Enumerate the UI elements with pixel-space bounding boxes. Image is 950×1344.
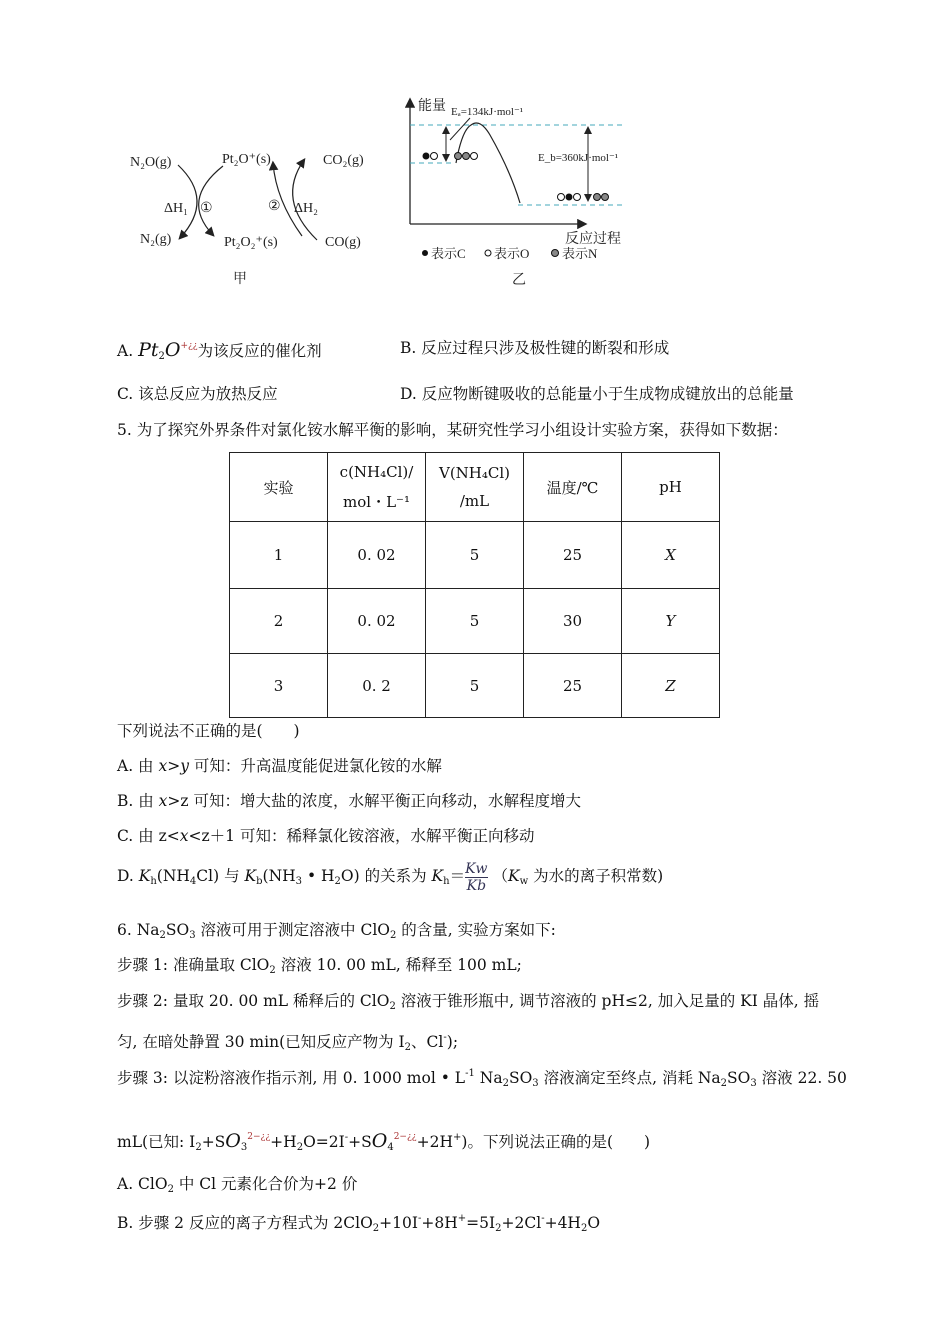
- text-segment: +: [457, 1213, 467, 1224]
- text-segment: +¿¿: [180, 341, 198, 351]
- text-segment: 溶液于锥形瓶中, 调节溶液的 pH≤2, 加入足量的 KI 晶体, 摇: [395, 992, 820, 1010]
- q6-option-a: [117, 1174, 357, 1200]
- text-segment: 的含量, 实验方案如下:: [396, 921, 556, 939]
- text-segment: 3: [532, 1078, 539, 1089]
- q6-step1: [117, 955, 522, 981]
- text-segment: 2−¿¿: [247, 1132, 271, 1142]
- text-segment: 溶液 22. 50: [756, 1069, 847, 1087]
- text-segment: 2: [296, 1142, 304, 1153]
- text-segment: 2: [269, 965, 276, 976]
- text-segment: +: [453, 1132, 462, 1143]
- text-segment: 2: [159, 930, 166, 941]
- text-segment: x: [179, 827, 189, 845]
- cell: Z: [622, 654, 720, 718]
- text-segment: 2: [495, 1223, 502, 1234]
- text-segment: +S: [201, 1133, 226, 1151]
- text-segment: 2−¿¿: [393, 1132, 417, 1142]
- text-segment: 溶液滴定至终点, 消耗 Na: [538, 1069, 721, 1087]
- text-segment: x: [158, 792, 168, 810]
- text-segment: 中 Cl 元素化合价为+2 价: [173, 1175, 358, 1193]
- text-segment: x: [158, 757, 168, 775]
- header-volume: [426, 453, 524, 522]
- text-segment: >z 可知：增大盐的浓度，水解平衡正向移动，水解程度增大: [167, 792, 582, 810]
- text-segment: D. 反应物断键吸收的总能量小于生成物成键放出的总能量: [400, 385, 794, 403]
- header-experiment: 实验: [230, 453, 328, 522]
- axis-x-label: 反应过程: [565, 232, 621, 247]
- experiment-table: [229, 452, 720, 718]
- label-pt2o: Pt₂O⁺(s): [222, 152, 271, 167]
- table-row: [230, 589, 720, 654]
- label-dh2: ΔH₂: [294, 201, 318, 216]
- q5-option-b: [117, 791, 581, 811]
- q4-option-d: [400, 384, 794, 404]
- q6-step3-cont: [117, 1127, 650, 1158]
- text-segment: +4H: [544, 1214, 581, 1232]
- carbon-dot-icon: [422, 250, 428, 256]
- text-segment: 、Cl: [411, 1033, 444, 1051]
- text-segment: -: [443, 1032, 447, 1043]
- q4-option-b: [400, 338, 669, 358]
- text-segment: 3: [240, 1142, 248, 1153]
- text-segment: ＝: [449, 867, 466, 885]
- text-segment: 溶液可用于测定溶液中 ClO: [195, 921, 390, 939]
- text-segment: D.: [117, 867, 139, 885]
- q4-option-a: [117, 336, 322, 367]
- figure-jia: [130, 152, 364, 287]
- text-segment: 5. 为了探究外界条件对氯化铵水解平衡的影响，某研究性学习小组设计实验方案，获得如下数据：: [117, 421, 788, 439]
- legend-n: 表示N: [562, 246, 598, 261]
- q5-option-d: [117, 858, 663, 900]
- text-segment: O: [587, 1214, 601, 1232]
- text-segment: +2H: [416, 1133, 453, 1151]
- text-segment: >: [167, 757, 181, 775]
- header-volume-line1: V(NH₄Cl): [438, 464, 511, 482]
- text-segment: -: [344, 1132, 349, 1143]
- text-segment: =5I: [466, 1214, 496, 1232]
- header-concentration-line2: mol・L⁻¹: [343, 492, 410, 511]
- cell: 0. 2: [328, 654, 426, 718]
- cell: 0. 02: [328, 589, 426, 654]
- axis-y-label: 能量: [418, 99, 446, 114]
- oxygen-dot-icon: [485, 250, 491, 256]
- text-segment: 溶液 10. 00 mL, 稀释至 100 mL;: [275, 956, 522, 974]
- label-n2o: N₂O(g): [130, 155, 172, 170]
- text-segment: -: [541, 1213, 545, 1224]
- text-segment: +8H: [421, 1214, 458, 1232]
- text-segment: 2: [404, 1042, 412, 1053]
- q6-step2-cont: [117, 1028, 458, 1058]
- text-segment: (NH: [156, 867, 190, 885]
- text-segment: 2: [195, 1142, 202, 1153]
- label-co2: CO₂(g): [323, 153, 364, 168]
- text-segment: )。下列说法正确的是( ): [461, 1133, 651, 1151]
- text-segment: SO: [165, 921, 190, 939]
- q5-option-a: [117, 756, 442, 776]
- q6-option-b: [117, 1209, 600, 1239]
- eb-label: E_b=360kJ·mol⁻¹: [538, 152, 619, 164]
- header-ph: pH: [622, 453, 720, 522]
- cell: 3: [230, 654, 328, 718]
- text-segment: Cl) 与: [196, 867, 245, 885]
- cell: 30: [524, 589, 622, 654]
- cell: 25: [524, 522, 622, 589]
- nitrogen-dot-icon: [552, 250, 559, 257]
- text-segment: 2: [167, 1184, 174, 1195]
- cell: 5: [426, 654, 524, 718]
- text-segment: B. 步骤 2 反应的离子方程式为 2ClO: [117, 1214, 373, 1232]
- text-segment: w: [519, 876, 529, 887]
- label-n2: N₂(g): [140, 232, 172, 247]
- cell: Y: [622, 589, 720, 654]
- text-segment: O) 的关系为: [340, 867, 432, 885]
- figure-yi: [410, 97, 625, 288]
- text-segment: 为水的离子积常数): [528, 867, 664, 885]
- q5-stem: [117, 420, 788, 440]
- q5-prompt: [117, 721, 300, 741]
- table-row: [230, 654, 720, 718]
- label-pt2o2: Pt₂O₂⁺(s): [224, 235, 278, 250]
- text-segment: 为该反应的催化剂: [197, 342, 322, 360]
- text-segment: 匀, 在暗处静置 30 min(已知反应产物为 I: [117, 1033, 405, 1051]
- text-segment: K: [244, 867, 257, 885]
- text-segment: O: [371, 1130, 388, 1152]
- text-segment: A.: [117, 342, 139, 360]
- text-segment: K: [431, 867, 444, 885]
- text-segment: 3: [295, 876, 303, 887]
- text-segment: （: [492, 867, 508, 885]
- q6-step2: [117, 991, 819, 1017]
- text-segment: A. 由: [117, 757, 159, 775]
- cell: 1: [230, 522, 328, 589]
- q4-option-c: [117, 384, 278, 404]
- text-segment: 下列说法不正确的是( ): [117, 722, 300, 740]
- q5-option-d-note: [492, 867, 663, 885]
- q6-step3: [117, 1064, 847, 1094]
- text-segment: SO: [727, 1069, 751, 1087]
- text-segment: 2: [720, 1078, 728, 1089]
- cell: 5: [426, 522, 524, 589]
- header-concentration: [328, 453, 426, 522]
- text-segment: A. ClO: [117, 1175, 168, 1193]
- legend-c: 表示C: [431, 246, 466, 261]
- fraction-denominator: Kb: [466, 877, 487, 894]
- text-segment: -1: [465, 1068, 475, 1079]
- text-segment: C. 由 z<: [117, 827, 180, 845]
- text-segment: (NH: [262, 867, 296, 885]
- label-step1: ①: [200, 201, 213, 216]
- text-segment: C. 该总反应为放热反应: [117, 385, 278, 403]
- text-segment: 6. Na: [117, 921, 160, 939]
- q6-stem: [117, 920, 556, 946]
- cell: 25: [524, 654, 622, 718]
- text-segment: mL(已知: I: [117, 1133, 196, 1151]
- text-segment: 3: [189, 930, 196, 941]
- text-segment: 可知：升高温度能促进氯化铵的水解: [189, 757, 442, 775]
- cell: 5: [426, 589, 524, 654]
- text-segment: O: [164, 339, 181, 361]
- text-segment: 2: [390, 930, 397, 941]
- text-segment: +H: [270, 1133, 297, 1151]
- text-segment: 4: [387, 1142, 394, 1153]
- text-segment: 步骤 1: 准确量取 ClO: [117, 956, 270, 974]
- fraction-numerator: Kw: [465, 860, 488, 877]
- text-segment: 步骤 2: 量取 20. 00 mL 稀释后的 ClO: [117, 992, 390, 1010]
- text-segment: +S: [348, 1133, 372, 1151]
- cell: 0. 02: [328, 522, 426, 589]
- caption-jia: 甲: [233, 272, 247, 287]
- text-segment: h: [443, 876, 450, 887]
- table-row: [230, 522, 720, 589]
- text-segment: 2: [389, 1001, 396, 1012]
- text-segment: O=2I: [303, 1133, 345, 1151]
- text-segment: K: [508, 867, 520, 885]
- text-segment: B. 由: [117, 792, 159, 810]
- header-volume-line2: /mL: [459, 492, 490, 510]
- text-segment: SO: [508, 1069, 533, 1087]
- text-segment: <z＋1 可知：稀释氯化铵溶液，水解平衡正向移动: [188, 827, 535, 845]
- text-segment: 4: [189, 876, 197, 887]
- label-step2: ②: [268, 199, 281, 214]
- text-segment: 2: [158, 351, 165, 362]
- header-concentration-line1: c(NH₄Cl)/: [339, 462, 414, 481]
- text-segment: b: [256, 876, 263, 887]
- header-temperature: 温度/℃: [524, 453, 622, 522]
- ea-label: Eₐ=134kJ·mol⁻¹: [451, 106, 524, 118]
- legend-o: 表示O: [494, 246, 530, 261]
- text-segment: +10I: [379, 1214, 418, 1232]
- text-segment: h: [150, 876, 157, 887]
- text-segment: 2: [580, 1223, 588, 1234]
- text-segment: 步骤 3: 以淀粉溶液作指示剂, 用 0. 1000 mol • L: [117, 1069, 466, 1087]
- reaction-figure: [0, 0, 950, 300]
- text-segment: );: [446, 1033, 459, 1051]
- q5-option-c: [117, 826, 534, 846]
- text-segment: 2: [372, 1223, 380, 1234]
- text-segment: • H: [302, 867, 335, 885]
- text-segment: 3: [750, 1078, 757, 1089]
- text-segment: +2Cl: [501, 1214, 542, 1232]
- text-segment: K: [138, 867, 151, 885]
- q5-option-d-text: [117, 867, 465, 885]
- text-segment: y: [180, 757, 189, 775]
- text-segment: Na: [474, 1069, 503, 1087]
- text-segment: Pt: [138, 339, 159, 361]
- label-co: CO(g): [325, 235, 361, 250]
- text-segment: O: [225, 1130, 241, 1152]
- text-segment: 2: [334, 876, 341, 887]
- cell: X: [622, 522, 720, 589]
- caption-yi: 乙: [512, 273, 526, 288]
- text-segment: B. 反应过程只涉及极性键的断裂和形成: [400, 339, 670, 357]
- table-header-row: [230, 453, 720, 522]
- text-segment: 2: [502, 1078, 509, 1089]
- kw-over-kb-fraction: [465, 861, 487, 894]
- text-segment: -: [418, 1213, 422, 1224]
- label-dh1: ΔH₁: [164, 201, 188, 216]
- cell: 2: [230, 589, 328, 654]
